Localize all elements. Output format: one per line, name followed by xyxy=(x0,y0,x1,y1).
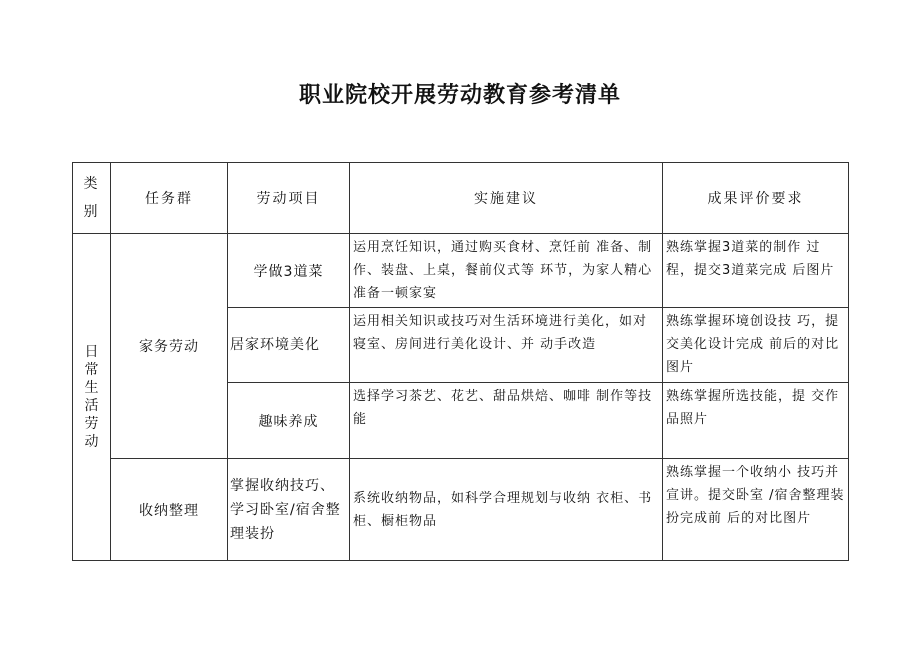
header-suggestion: 实施建议 xyxy=(350,163,663,234)
header-project: 劳动项目 xyxy=(228,163,350,234)
document-title: 职业院校开展劳动教育参考清单 xyxy=(298,83,621,108)
task-group-cell: 收纳整理 xyxy=(111,459,228,561)
header-category-char: 类 xyxy=(83,176,100,192)
category-char: 活 xyxy=(84,398,99,414)
header-task-group: 任务群 xyxy=(111,163,228,234)
evaluation-cell: 熟练掌握所选技能，提 交作品照片 xyxy=(663,383,849,459)
header-evaluation: 成果评价要求 xyxy=(663,163,849,234)
table-row xyxy=(73,234,849,308)
evaluation-cell: 熟练掌握一个收纳小 技巧并宣讲。提交卧室 /宿舍整理装扮完成前 后的对比图片 xyxy=(663,459,849,561)
header-category xyxy=(73,163,111,234)
category-char: 劳 xyxy=(84,416,99,432)
labor-education-table xyxy=(72,162,849,561)
task-group-cell: 家务劳动 xyxy=(111,234,228,459)
project-cell: 趣味养成 xyxy=(228,383,350,459)
category-char: 日 xyxy=(84,344,99,360)
suggestion-cell: 选择学习茶艺、花艺、甜品烘焙、咖啡 制作等技能 xyxy=(350,383,663,459)
category-char: 动 xyxy=(84,434,99,450)
suggestion-cell: 运用相关知识或技巧对生活环境进行美化，如对寝室、房间进行美化设计、并 动手改造 xyxy=(350,308,663,383)
header-category-char: 别 xyxy=(83,204,100,220)
project-cell: 居家环境美化 xyxy=(228,308,350,383)
evaluation-cell: 熟练掌握环境创设技 巧，提交美化设计完成 前后的对比图片 xyxy=(663,308,849,383)
category-char: 常 xyxy=(84,362,99,378)
category-char: 生 xyxy=(84,380,99,396)
table-header-row xyxy=(73,163,849,234)
category-cell xyxy=(73,234,111,561)
project-cell: 掌握收纳技巧、学习卧室/宿舍整理装扮 xyxy=(228,459,350,561)
table-row xyxy=(73,459,849,561)
evaluation-cell: 熟练掌握3道菜的制作 过程，提交3道菜完成 后图片 xyxy=(663,234,849,308)
suggestion-cell: 系统收纳物品，如科学合理规划与收纳 衣柜、书柜、橱柜物品 xyxy=(350,459,663,561)
suggestion-cell: 运用烹饪知识，通过购买食材、烹饪前 准备、制作、装盘、上桌，餐前仪式等 环节，为家人精心准备一顿家宴 xyxy=(350,234,663,308)
project-cell: 学做3道菜 xyxy=(228,234,350,308)
